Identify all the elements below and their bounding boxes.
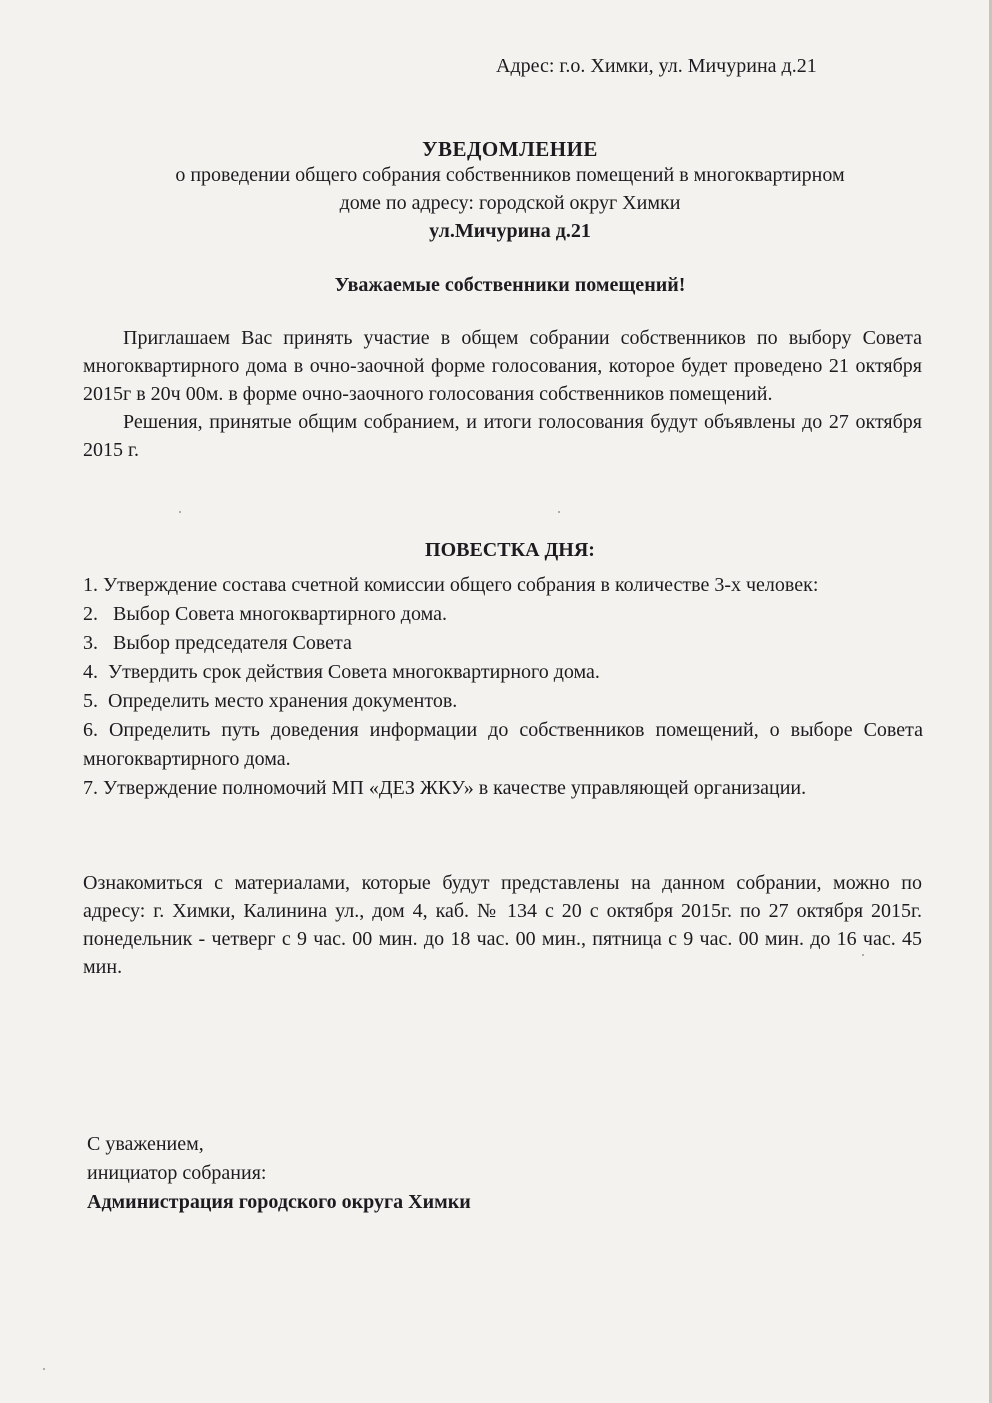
agenda-item-number: 4. [83, 661, 108, 683]
signature-closing: С уважением, [87, 1133, 204, 1155]
agenda-item-number: 1. [83, 574, 103, 596]
address-line: Адрес: г.о. Химки, ул. Мичурина д.21 [496, 55, 817, 77]
agenda-item-text: Определить путь доведения информации до собственников помещений, о выборе Совета многоквартирного дома. [83, 719, 923, 770]
scan-speck [862, 954, 864, 956]
agenda-item-text: Выбор председателя Совета [113, 632, 352, 654]
materials-paragraph [83, 869, 922, 981]
agenda-item-text: Выбор Совета многоквартирного дома. [113, 603, 447, 625]
agenda-item [83, 687, 923, 716]
agenda-item-number: 7. [83, 777, 103, 799]
invitation-paragraph: Приглашаем Вас принять участие в общем собрании собственников по выбору Совета многоквартирного дома в очно-заочной форме голосования, которое будет проведено 21 октября 2015г в 20ч 00м. в форме очно-заочного голосования собственников помещений. [83, 327, 922, 405]
notice-title: УВЕДОМЛЕНИЕ [422, 137, 598, 161]
agenda-item-number: 3. [83, 632, 113, 654]
notice-subtitle-line3: ул.Мичурина д.21 [429, 220, 591, 242]
agenda-item [83, 600, 923, 629]
materials-text: Ознакомиться с материалами, которые будут представлены на данном собрании, можно по адресу: г. Химки, Калинина ул., дом 4, каб. № 134 с 20 с октября 2015г. по 27 октября 2015г. понедельник - четверг с 9 час. 00 мин. до 18 час. 00 мин., пятница с 9 час. 00 мин. до 16 час. 45 мин. [83, 872, 922, 978]
notice-subtitle-line1: о проведении общего собрания собственников помещений в многоквартирном [175, 164, 845, 186]
agenda-item [83, 774, 923, 803]
signature-role: инициатор собрания: [87, 1162, 267, 1184]
agenda-item [83, 629, 923, 658]
scan-speck [179, 511, 181, 513]
notice-subtitle-line2: доме по адресу: городской округ Химки [339, 192, 681, 214]
agenda-item-number: 6. [83, 719, 109, 741]
agenda-item-text: Утвердить срок действия Совета многоквартирного дома. [108, 661, 600, 683]
agenda-item [83, 658, 923, 687]
agenda-item-text: Определить место хранения документов. [108, 690, 458, 712]
signature-organization: Администрация городского округа Химки [87, 1191, 471, 1213]
agenda-list [83, 571, 923, 803]
signature-block [87, 1130, 471, 1217]
agenda-item-text: Утверждение полномочий МП «ДЕЗ ЖКУ» в качестве управляющей организации. [103, 777, 807, 799]
agenda-title: ПОВЕСТКА ДНЯ: [425, 539, 595, 561]
agenda-item [83, 716, 923, 774]
agenda-item-number: 5. [83, 690, 108, 712]
agenda-item-number: 2. [83, 603, 113, 625]
results-paragraph: Решения, принятые общим собранием, и итоги голосования будут объявлены до 27 октября 2015 г. [83, 411, 922, 461]
scan-speck [43, 1368, 45, 1370]
invitation-text [83, 324, 922, 464]
greeting: Уважаемые собственники помещений! [334, 274, 686, 296]
agenda-item-text: Утверждение состава счетной комиссии общего собрания в количестве 3-х человек: [103, 574, 819, 596]
agenda-item [83, 571, 923, 600]
scan-speck [558, 511, 560, 513]
